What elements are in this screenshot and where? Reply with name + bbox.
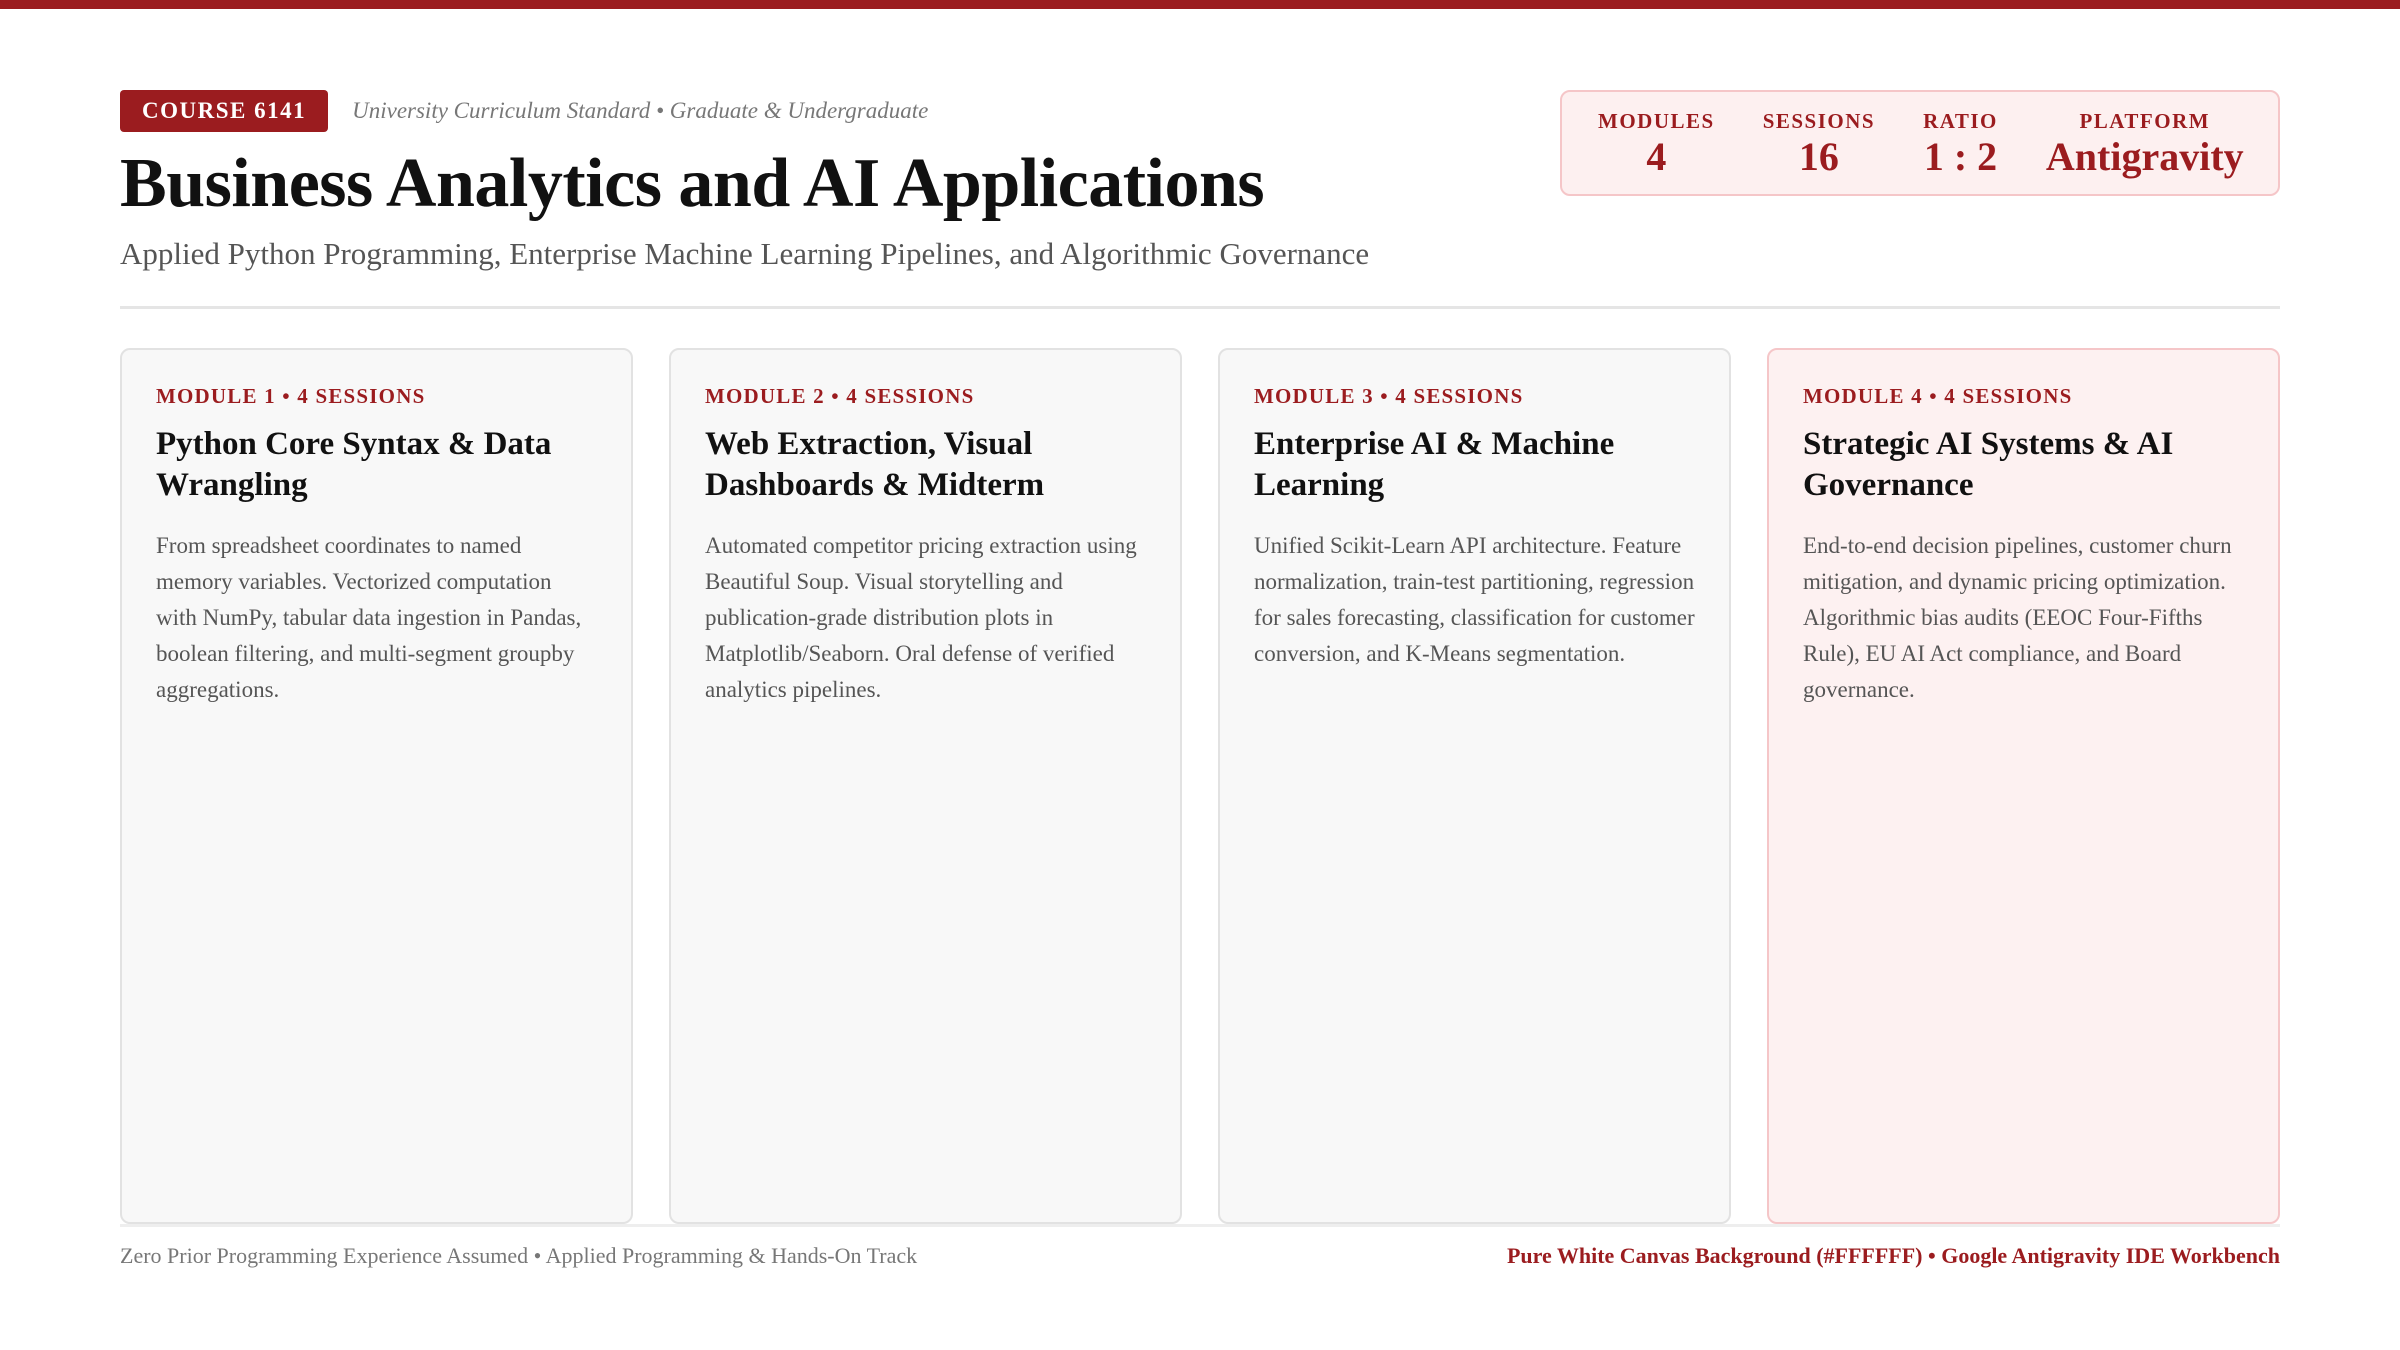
page-header (120, 90, 2280, 309)
module-title: Python Core Syntax & Data Wrangling (156, 426, 552, 503)
course-row (120, 90, 928, 132)
stat-ratio (1923, 107, 1998, 179)
stat-label: RATIO (1923, 109, 1998, 133)
stat-value: 1 : 2 (1923, 134, 1998, 179)
page-footer (120, 1224, 2280, 1284)
stat-value: Antigravity (2045, 134, 2244, 179)
page-subtitle: Applied Python Programming, Enterprise Machine Learning Pipelines, and Algorithmic Governance (120, 236, 1370, 271)
module-card-3 (1218, 348, 1731, 1224)
module-description: Automated competitor pricing extraction using Beautiful Soup. Visual storytelling and publication-grade distribution plots in Matplotlib/Seaborn. Oral defense of verified analytics pipelines. (705, 533, 1137, 702)
footer-platform-note: Pure White Canvas Background (#FFFFFF) • Google Antigravity IDE Workbench (1506, 1242, 2280, 1268)
module-title: Strategic AI Systems & AI Governance (1803, 426, 2174, 503)
course-stats-panel (1560, 90, 2280, 196)
module-title: Web Extraction, Visual Dashboards & Midterm (705, 426, 1045, 503)
module-description: Unified Scikit-Learn API architecture. Feature normalization, train-test partitioning, regression for sales forecasting, classification for customer conversion, and K-Means segmentation. (1254, 533, 1695, 666)
stat-sessions (1763, 107, 1875, 179)
module-meta: MODULE 1 • 4 SESSIONS (156, 384, 426, 408)
module-grid (120, 348, 2280, 1224)
module-description: End-to-end decision pipelines, customer churn mitigation, and dynamic pricing optimization. Algorithmic bias audits (EEOC Four-Fifths Rule), EU AI Act compliance, and Board governance. (1803, 533, 2232, 702)
page-title: Business Analytics and AI Applications (120, 145, 1265, 222)
stat-modules (1598, 107, 1715, 179)
module-meta: MODULE 3 • 4 SESSIONS (1254, 384, 1524, 408)
module-meta: MODULE 2 • 4 SESSIONS (705, 384, 975, 408)
stat-label: PLATFORM (2079, 109, 2211, 133)
top-accent-bar (0, 0, 2400, 9)
module-title: Enterprise AI & Machine Learning (1254, 426, 1615, 503)
course-badge: COURSE 6141 (120, 90, 328, 132)
stat-label: SESSIONS (1762, 109, 1876, 133)
module-meta: MODULE 4 • 4 SESSIONS (1803, 384, 2073, 408)
stat-platform (2046, 107, 2244, 179)
module-description: From spreadsheet coordinates to named memory variables. Vectorized computation with NumPy, tabular data ingestion in Pandas, boolean filtering, and multi-segment groupby aggregations. (156, 533, 582, 702)
module-card-1 (120, 348, 633, 1224)
stat-label: MODULES (1598, 109, 1715, 133)
curriculum-standard: University Curriculum Standard • Graduate & Undergraduate (352, 98, 929, 123)
stat-value: 16 (1798, 134, 1839, 179)
footer-note: Zero Prior Programming Experience Assumed • Applied Programming & Hands-On Track (120, 1242, 918, 1268)
stat-value: 4 (1646, 134, 1667, 179)
module-card-2 (669, 348, 1182, 1224)
module-card-4 (1767, 348, 2280, 1224)
